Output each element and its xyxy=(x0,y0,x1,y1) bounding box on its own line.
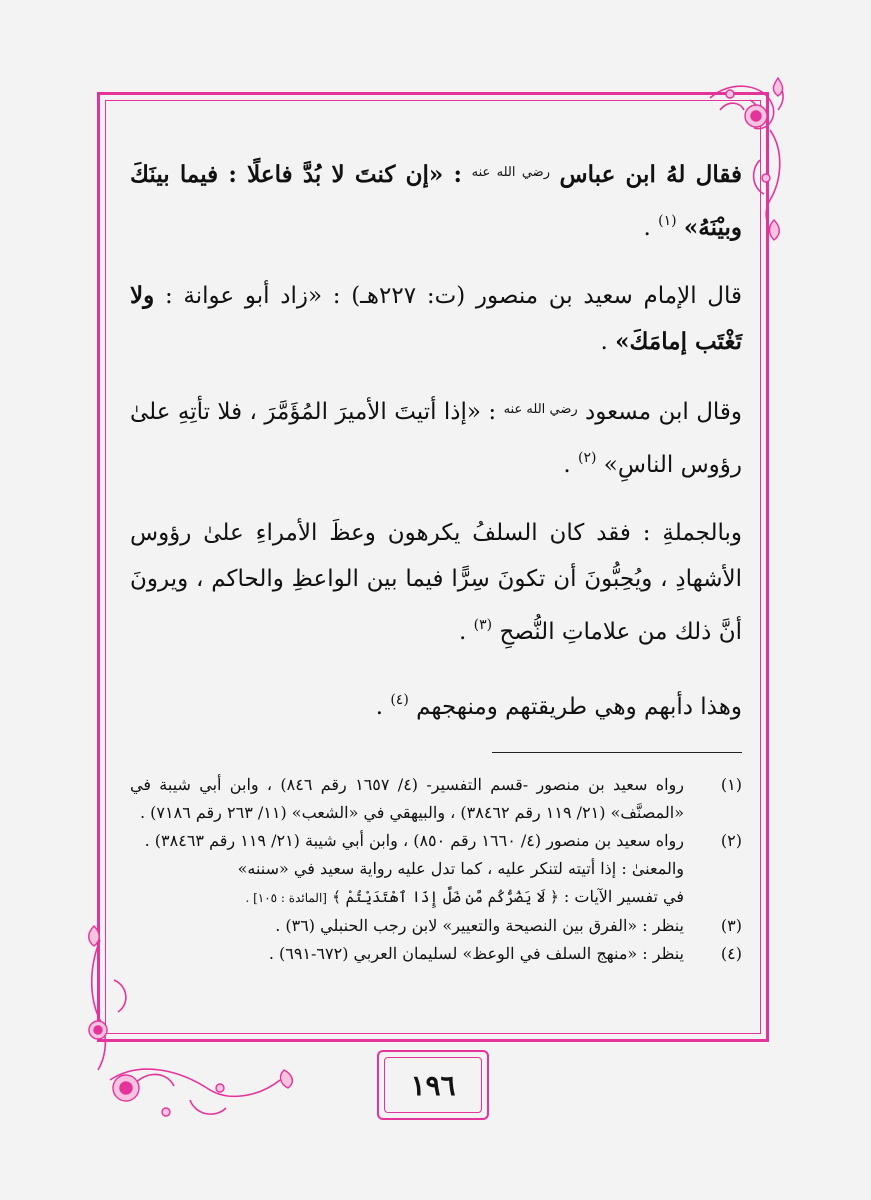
paragraph-1-tail: . xyxy=(643,215,651,241)
footnote-4 xyxy=(130,940,742,968)
paragraph-5-tail: . xyxy=(375,694,383,720)
footnote-separator xyxy=(492,752,742,753)
footnote-number: (٤) xyxy=(720,944,742,963)
footnote-text: ينظر : «الفرق بين النصيحة والتعيير» لابن رجب الحنبلي (٣٦) . xyxy=(275,916,684,935)
footnote-2-note-line1: والمعنىٰ : إذا أتيته لتنكر عليه ، كما تدل عليه رواية سعيد في «سننه» xyxy=(237,859,684,878)
honorific-symbol: رضي الله عنه xyxy=(471,165,550,180)
page-number: ١٩٦ xyxy=(410,1068,456,1102)
footnote-number: (١) xyxy=(720,775,742,794)
footnote-2-note-line2 xyxy=(130,883,684,912)
paragraph-5-lead: وهذا دأبهم وهي طريقتهم ومنهجهم xyxy=(416,694,742,720)
paragraph-2-quote: ولا تَغْتَب إمامَكَ» xyxy=(130,282,742,355)
paragraph-4-tail: . xyxy=(459,619,467,645)
honorific-symbol: رضي الله عنه xyxy=(503,402,578,417)
footnote-text: رواه سعيد بن منصور (٤/ ١٦٦٠ رقم ٨٥٠) ، وابن أبي شيبة (٢١/ ١١٩ رقم ٣٨٤٦٣) . xyxy=(144,831,684,850)
paragraph-1 xyxy=(130,150,742,251)
paragraph-2-tail: . xyxy=(600,329,608,355)
footnote-1 xyxy=(130,771,742,827)
footnote-number: (٢) xyxy=(720,831,742,850)
paragraph-4 xyxy=(130,510,742,655)
footnote-text: رواه سعيد بن منصور -قسم التفسير- (٤/ ١٦٥٧ رقم ٨٤٦) ، وابن أبي شيبة في «المصنَّف» (٢١/ ١١٩ رقم ٣٨٤٦٢) ، والبيهقي في «الشعب» (١١/ ٢٦٣ رقم ٧١٨٦) . xyxy=(130,775,685,822)
paragraph-3-lead: وقال ابن مسعود xyxy=(585,399,743,425)
paragraph-3-tail: . xyxy=(563,452,571,478)
paragraph-1-quote: : «إن كنتَ لا بُدَّ فاعلًا : فيما بينَكَ وبيْنَهُ» xyxy=(130,161,742,241)
footnote-text: ينظر : «منهج السلف في الوعظ» لسليمان العربي (٦٧٢-٦٩١) . xyxy=(268,944,684,963)
footnote-3 xyxy=(130,912,742,940)
footnote-2-note-prefix: في تفسير الآيات : xyxy=(563,887,684,906)
footnotes xyxy=(130,771,742,968)
footnote-2 xyxy=(130,827,742,855)
page-number-box xyxy=(377,1050,489,1120)
footnote-ref-2[interactable]: (٢) xyxy=(578,450,597,466)
main-text xyxy=(130,150,742,968)
verse-reference: [المائدة : ١٠٥] . xyxy=(245,891,327,905)
paragraph-5 xyxy=(130,677,742,730)
paragraph-4-lead: وبالجملةِ : فقد كان السلفُ يكرهون وعظَ الأمراءِ علىٰ رؤوس الأشهادِ ، ويُحِبُّونَ أن تكونَ سِرًّا فيما بين الواعظِ والحاكم ، ويرونَ أنَّ ذلك من علاماتِ النُّصحِ xyxy=(130,520,742,645)
footnote-ref-3[interactable]: (٣) xyxy=(473,617,493,633)
paragraph-2-lead: قال الإمام سعيد بن منصور (ت: ٢٢٧هـ) : «زاد أبو عوانة : xyxy=(164,283,743,309)
paragraph-3 xyxy=(130,387,742,488)
paragraph-3-quote: : «إذا أتيتَ الأميرَ المُؤَمَّرَ ، فلا تأتِهِ علىٰ رؤوس الناسِ» xyxy=(130,399,742,478)
footnote-ref-4[interactable]: (٤) xyxy=(390,692,409,708)
footnote-2-note xyxy=(130,855,742,912)
footnote-number: (٣) xyxy=(720,916,742,935)
paragraph-1-lead: فقال لهُ ابن عباس xyxy=(559,161,743,188)
footnote-ref-1[interactable]: (١) xyxy=(658,213,677,229)
paragraph-2 xyxy=(130,273,742,365)
quran-verse: ﴿ لَا يَضُرُّكُم مَّن ضَلَّ إِذَا ٱهْتَدَيْتُمْ ﴾ xyxy=(332,888,559,906)
